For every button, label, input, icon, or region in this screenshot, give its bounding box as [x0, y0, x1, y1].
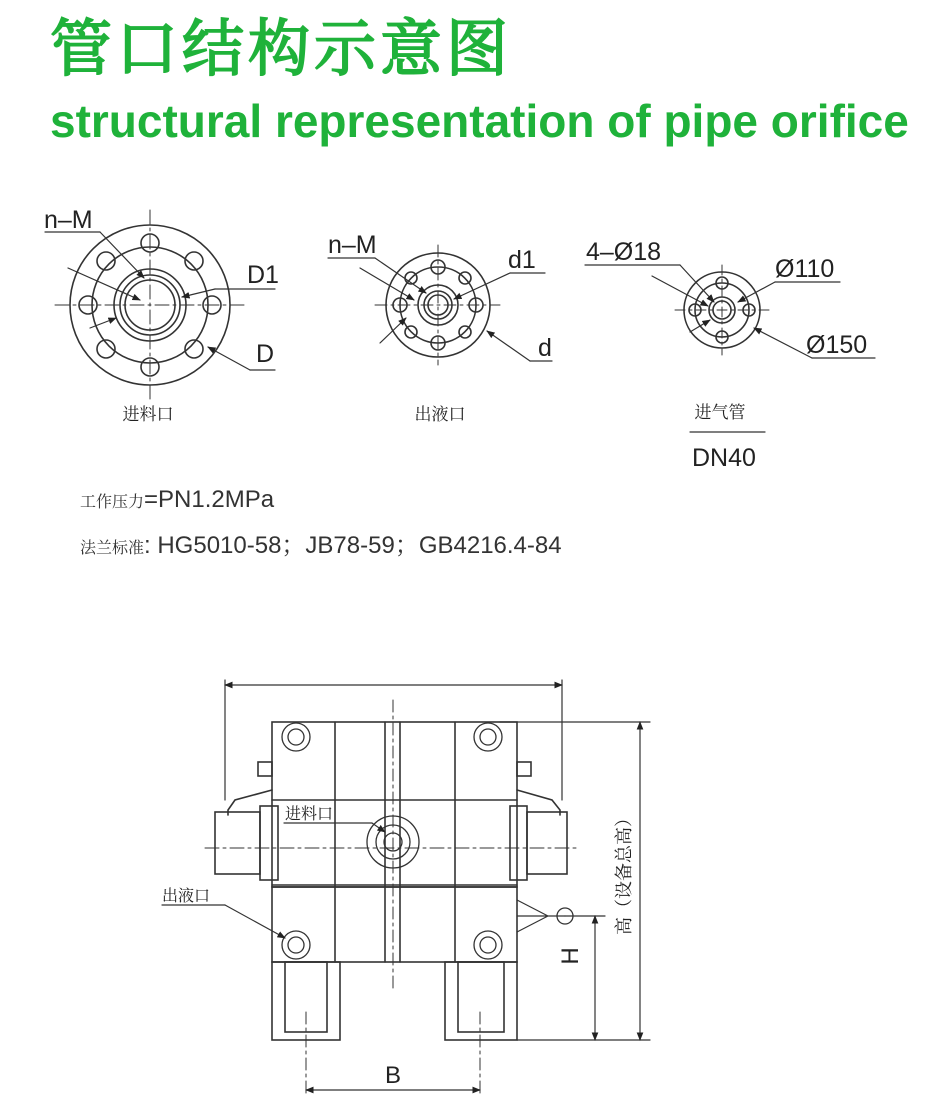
page-subtitle: structural representation of pipe orifice	[50, 95, 909, 147]
left-side-flange	[215, 812, 260, 874]
air-inlet-label-d110: Ø110	[775, 255, 835, 283]
standard-label: 法兰标准	[80, 538, 145, 557]
standard-value: : HG5010-58；JB78-59；GB4216.4-84	[144, 532, 562, 559]
inlet-flange	[45, 210, 275, 400]
air-inlet-label-holes: 4–Ø18	[586, 238, 662, 266]
right-side-flange	[527, 812, 567, 874]
outlet-label-d1: d1	[508, 246, 536, 274]
inlet-caption: 进料口	[122, 405, 174, 425]
right-leg	[445, 962, 517, 1040]
inlet-label-d: D	[256, 340, 275, 368]
inlet-label-nm: n–M	[44, 206, 93, 234]
outlet-caption: 出液口	[414, 405, 466, 425]
outlet-label-nm: n–M	[328, 231, 377, 259]
page-title: 管口结构示意图	[50, 12, 513, 85]
pressure-spec	[80, 486, 274, 514]
assembly-inlet-label: 进料口	[285, 804, 334, 823]
dimension-h-label: H	[557, 947, 584, 965]
pressure-value: =PN1.2MPa	[144, 486, 275, 513]
air-inlet-caption: 进气管	[694, 403, 746, 423]
inlet-label-d1: D1	[247, 261, 279, 289]
air-inlet-label-d150: Ø150	[806, 331, 868, 359]
assembly-outlet-label: 出液口	[162, 886, 211, 905]
standard-spec	[80, 525, 562, 560]
assembly-drawing	[162, 680, 650, 1095]
dimension-b-label: B	[384, 1062, 402, 1089]
air-inlet-subcaption: DN40	[692, 444, 756, 472]
outlet-label-d: d	[538, 334, 552, 362]
pressure-label: 工作压力	[80, 492, 145, 511]
dimension-total-label: 高（设备总高）	[614, 809, 635, 935]
